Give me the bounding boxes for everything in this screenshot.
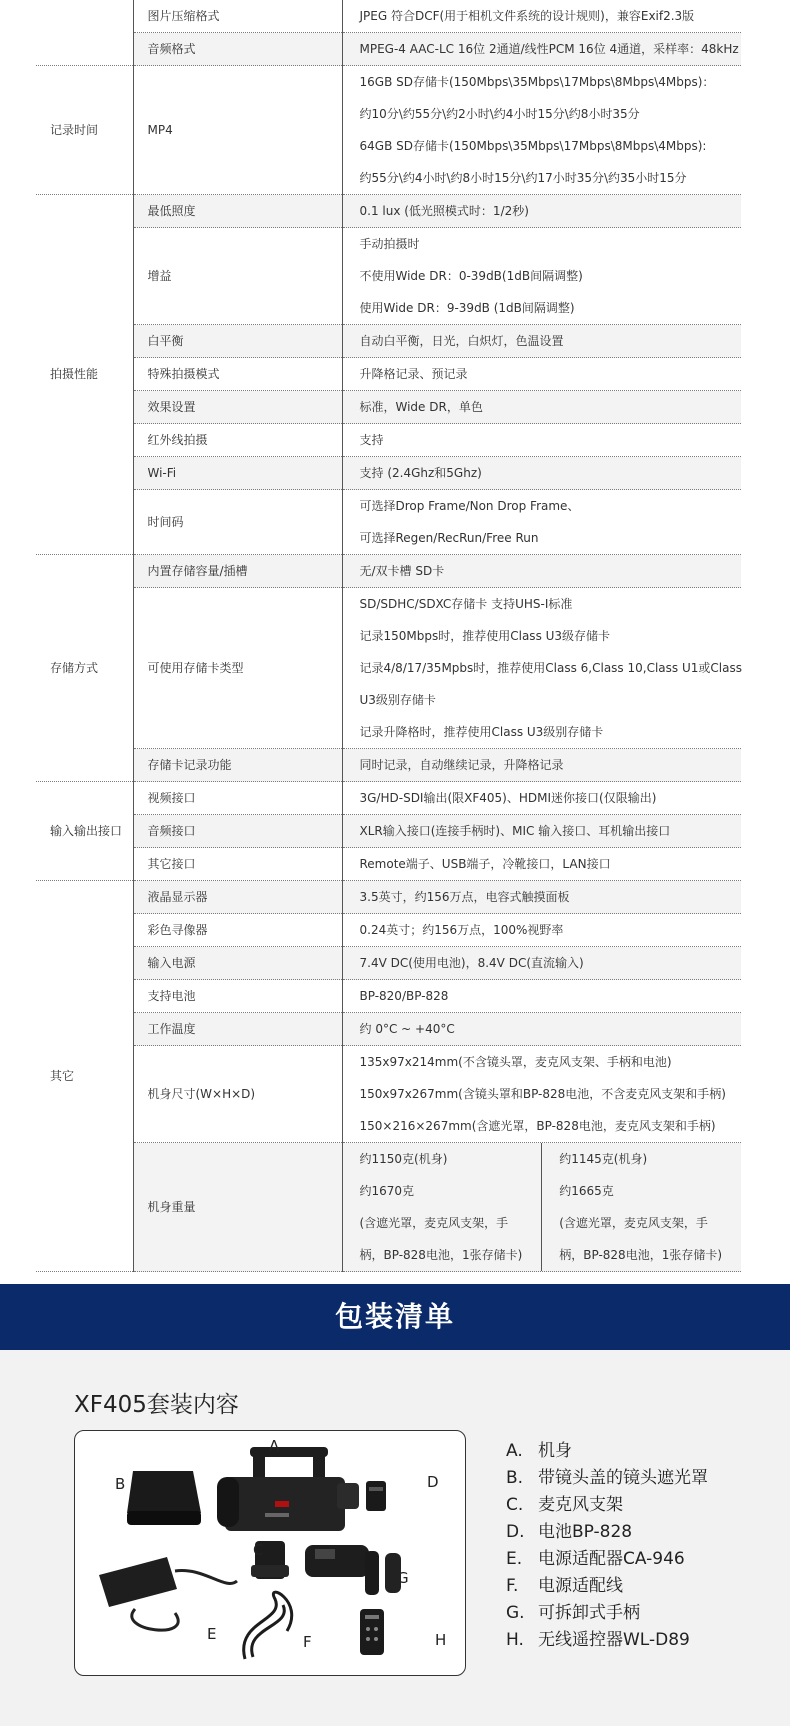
- photo-label-d: D: [427, 1473, 439, 1491]
- spec-value-line: 手动拍摄时: [359, 237, 420, 251]
- spec-value-line: Remote端子、USB端子，冷靴接口，LAN接口: [359, 857, 611, 871]
- spec-value-line: 64GB SD存储卡(150Mbps\35Mbps\17Mbps\8Mbps\4Mbps):: [359, 139, 707, 153]
- kit-item: [506, 1492, 708, 1519]
- spec-row: [36, 195, 741, 228]
- weight-column: [343, 1143, 542, 1271]
- spec-category: 记录时间: [36, 66, 133, 195]
- spec-value-line: (含遮光罩，麦克风支架，手: [559, 1216, 708, 1230]
- kit-item: [506, 1546, 708, 1573]
- spec-name: 音频格式: [133, 33, 342, 66]
- handle-image: [305, 1545, 401, 1595]
- spec-value: [342, 914, 741, 947]
- kit-item-key: G.: [506, 1603, 525, 1623]
- kit-item-label: 可拆卸式手柄: [538, 1603, 640, 1623]
- kit-item-label: 麦克风支架: [538, 1495, 623, 1515]
- spec-row: [36, 228, 741, 325]
- spec-value-line: U3级别存储卡: [359, 693, 436, 707]
- spec-value-line: 3.5英寸，约156万点，电容式触摸面板: [359, 890, 570, 904]
- kit-illustration: [75, 1431, 465, 1675]
- kit-section: [0, 1350, 790, 1726]
- spec-name: 彩色寻像器: [133, 914, 342, 947]
- spec-row: [36, 490, 741, 555]
- spec-row: [36, 0, 741, 33]
- spec-value-line: 同时记录，自动继续记录，升降格记录: [359, 758, 564, 772]
- spec-value: [342, 848, 741, 881]
- spec-value-line: 可选择Regen/RecRun/Free Run: [359, 531, 539, 545]
- photo-label-e: E: [207, 1625, 217, 1643]
- spec-name: 其它接口: [133, 848, 342, 881]
- spec-row: [36, 1013, 741, 1046]
- spec-value-line: 16GB SD存储卡(150Mbps\35Mbps\17Mbps\8Mbps\4Mbps)：: [359, 75, 715, 89]
- spec-name: 工作温度: [133, 1013, 342, 1046]
- spec-row: [36, 815, 741, 848]
- spec-value: [342, 555, 741, 588]
- kit-item-key: D.: [506, 1522, 525, 1542]
- spec-row: [36, 457, 741, 490]
- spec-value: [342, 588, 741, 749]
- spec-category: 输入输出接口: [36, 782, 133, 881]
- spec-value-line: JPEG 符合DCF(用于相机文件系统的设计规则)，兼容Exif2.3版: [359, 9, 695, 23]
- spec-value-line: SD/SDHC/SDXC存储卡 支持UHS-I标准: [359, 597, 573, 611]
- spec-name: MP4: [133, 66, 342, 195]
- spec-row: [36, 325, 741, 358]
- spec-row: [36, 358, 741, 391]
- kit-items-list: [506, 1438, 708, 1654]
- spec-value-line: 约1665克: [559, 1184, 614, 1198]
- kit-title: XF405套装内容: [74, 1392, 239, 1418]
- kit-item: [506, 1465, 708, 1492]
- spec-value: [342, 66, 741, 195]
- spec-value: [342, 424, 741, 457]
- photo-label-a: A: [269, 1437, 280, 1455]
- spec-value: [342, 490, 741, 555]
- spec-value-line: 150×216×267mm(含遮光罩，BP-828电池，麦克风支架和手柄): [359, 1119, 716, 1133]
- power-adapter-image: [99, 1557, 237, 1630]
- spec-value: [342, 947, 741, 980]
- spec-name: 特殊拍摄模式: [133, 358, 342, 391]
- photo-label-b: B: [115, 1475, 126, 1493]
- spec-value-line: BP-820/BP-828: [359, 989, 449, 1003]
- spec-row: [36, 66, 741, 195]
- spec-value-line: 约1670克: [359, 1184, 415, 1198]
- spec-row: [36, 555, 741, 588]
- power-cable-image: [244, 1592, 292, 1659]
- spec-value-line: (含遮光罩，麦克风支架，手: [359, 1216, 509, 1230]
- spec-value-line: 柄，BP-828电池，1张存储卡): [359, 1248, 523, 1262]
- spec-value-line: 3G/HD-SDI输出(限XF405)、HDMI迷你接口(仅限输出): [359, 791, 657, 805]
- spec-name: 视频接口: [133, 782, 342, 815]
- kit-item-key: A.: [506, 1441, 523, 1461]
- spec-row: [36, 782, 741, 815]
- spec-value-line: 升降格记录、预记录: [359, 367, 468, 381]
- spec-value-line: 150x97x267mm(含镜头罩和BP-828电池，不含麦克风支架和手柄): [359, 1087, 726, 1101]
- kit-item-key: H.: [506, 1630, 524, 1650]
- kit-item-label: 电池BP-828: [538, 1522, 633, 1542]
- spec-value-line: 标准，Wide DR，单色: [359, 400, 483, 414]
- spec-value-line: 柄，BP-828电池，1张存储卡): [559, 1248, 723, 1262]
- spec-name: 增益: [133, 228, 342, 325]
- spec-value-line: 无/双卡槽 SD卡: [359, 564, 445, 578]
- kit-item: [506, 1600, 708, 1627]
- kit-photo: [74, 1430, 466, 1676]
- spec-value-line: MPEG-4 AAC-LC 16位 2通道/线性PCM 16位 4通道，采样率：48kHz: [359, 42, 739, 56]
- spec-name: 内置存储容量/插槽: [133, 555, 342, 588]
- spec-value: [342, 0, 741, 33]
- spec-row: [36, 588, 741, 749]
- spec-row: [36, 1143, 741, 1272]
- spec-row: [36, 424, 741, 457]
- spec-value: [342, 358, 741, 391]
- kit-item-key: E.: [506, 1549, 523, 1569]
- spec-value: [342, 391, 741, 424]
- spec-value: [342, 1143, 741, 1272]
- spec-value-line: 记录升降格时，推荐使用Class U3级别存储卡: [359, 725, 604, 739]
- spec-value-line: 使用Wide DR：9-39dB (1dB间隔调整): [359, 301, 575, 315]
- kit-item-label: 电源适配器CA-946: [538, 1549, 685, 1569]
- lens-hood-image: [127, 1471, 201, 1525]
- spec-value-line: 0.24英寸；约156万点，100%视野率: [359, 923, 564, 937]
- spec-value-line: 135x97x214mm(不含镜头罩，麦克风支架、手柄和电池): [359, 1055, 672, 1069]
- kit-item-label: 机身: [538, 1441, 572, 1461]
- spec-value-line: 约55分\约4小时\约8小时15分\约17小时35分\约35小时15分: [359, 171, 687, 185]
- spec-row: [36, 1046, 741, 1143]
- spec-row: [36, 848, 741, 881]
- camcorder-body-image: [217, 1447, 359, 1531]
- spec-value-line: 可选择Drop Frame/Non Drop Frame、: [359, 499, 580, 513]
- spec-value-line: XLR输入接口(连接手柄时)、MIC 输入接口、耳机输出接口: [359, 824, 671, 838]
- spec-name: 存储卡记录功能: [133, 749, 342, 782]
- spec-value-line: 支持: [359, 433, 384, 447]
- kit-item-key: C.: [506, 1495, 524, 1515]
- photo-label-f: F: [303, 1633, 312, 1651]
- spec-category: [36, 0, 133, 66]
- spec-value-line: 约10分\约55分\约2小时\约4小时15分\约8小时35分: [359, 107, 640, 121]
- spec-value: [342, 195, 741, 228]
- spec-value: [342, 782, 741, 815]
- weight-column: [541, 1143, 741, 1271]
- spec-value-line: 0.1 lux (低光照模式时：1/2秒): [359, 204, 529, 218]
- spec-name: 机身尺寸(W×H×D): [133, 1046, 342, 1143]
- photo-label-c: C: [253, 1541, 264, 1559]
- spec-row: [36, 391, 741, 424]
- spec-value-line: 约1150克(机身): [359, 1152, 448, 1166]
- spec-category: 其它: [36, 881, 133, 1272]
- kit-item-key: F.: [506, 1576, 519, 1596]
- spec-name: Wi-Fi: [133, 457, 342, 490]
- spec-name: 支持电池: [133, 980, 342, 1013]
- kit-item-label: 无线遥控器WL-D89: [538, 1630, 690, 1650]
- kit-item-key: B.: [506, 1468, 524, 1488]
- spec-value: [342, 815, 741, 848]
- kit-item-label: 电源适配线: [538, 1576, 623, 1596]
- spec-value-line: 记录150Mbps时，推荐使用Class U3级存储卡: [359, 629, 611, 643]
- spec-value-line: 自动白平衡，日光，白炽灯，色温设置: [359, 334, 564, 348]
- spec-category: 拍摄性能: [36, 195, 133, 555]
- kit-item-label: 带镜头盖的镜头遮光罩: [538, 1468, 708, 1488]
- spec-name: 音频接口: [133, 815, 342, 848]
- spec-name: 时间码: [133, 490, 342, 555]
- spec-value: [342, 325, 741, 358]
- spec-row: [36, 749, 741, 782]
- spec-name: 效果设置: [133, 391, 342, 424]
- spec-value: [342, 749, 741, 782]
- spec-category: 存储方式: [36, 555, 133, 782]
- spec-row: [36, 947, 741, 980]
- spec-row: [36, 881, 741, 914]
- photo-label-h: H: [435, 1631, 447, 1649]
- spec-value-line: 约1145克(机身): [559, 1152, 648, 1166]
- spec-name: 白平衡: [133, 325, 342, 358]
- spec-table: [36, 0, 741, 1272]
- spec-value: [342, 881, 741, 914]
- spec-value-line: 不使用Wide DR：0-39dB(1dB间隔调整): [359, 269, 583, 283]
- kit-item: [506, 1627, 708, 1654]
- spec-name: 输入电源: [133, 947, 342, 980]
- battery-image: [366, 1481, 386, 1511]
- package-list-banner: [0, 1284, 790, 1350]
- spec-value-line: 7.4V DC(使用电池)，8.4V DC(直流输入): [359, 956, 584, 970]
- spec-name: 最低照度: [133, 195, 342, 228]
- kit-item: [506, 1573, 708, 1600]
- spec-value: [342, 33, 741, 66]
- spec-row: [36, 980, 741, 1013]
- spec-value-line: 支持 (2.4Ghz和5Ghz): [359, 466, 482, 480]
- kit-item: [506, 1438, 708, 1465]
- spec-name: 可使用存储卡类型: [133, 588, 342, 749]
- spec-value: [342, 980, 741, 1013]
- spec-value: [342, 1046, 741, 1143]
- kit-item: [506, 1519, 708, 1546]
- spec-row: [36, 914, 741, 947]
- spec-value-line: 约 0°C ~ +40°C: [359, 1022, 455, 1036]
- spec-value: [342, 1013, 741, 1046]
- spec-name: 机身重量: [133, 1143, 342, 1272]
- spec-name: 红外线拍摄: [133, 424, 342, 457]
- banner-title: 包装清单: [334, 1300, 455, 1333]
- spec-value-line: 记录4/8/17/35Mpbs时，推荐使用Class 6,Class 10,Class U1或Class: [359, 661, 742, 675]
- spec-value: [342, 457, 741, 490]
- photo-label-g: G: [397, 1569, 409, 1587]
- spec-row: [36, 33, 741, 66]
- spec-name: 液晶显示器: [133, 881, 342, 914]
- remote-image: [360, 1609, 384, 1655]
- spec-value: [342, 228, 741, 325]
- spec-name: 图片压缩格式: [133, 0, 342, 33]
